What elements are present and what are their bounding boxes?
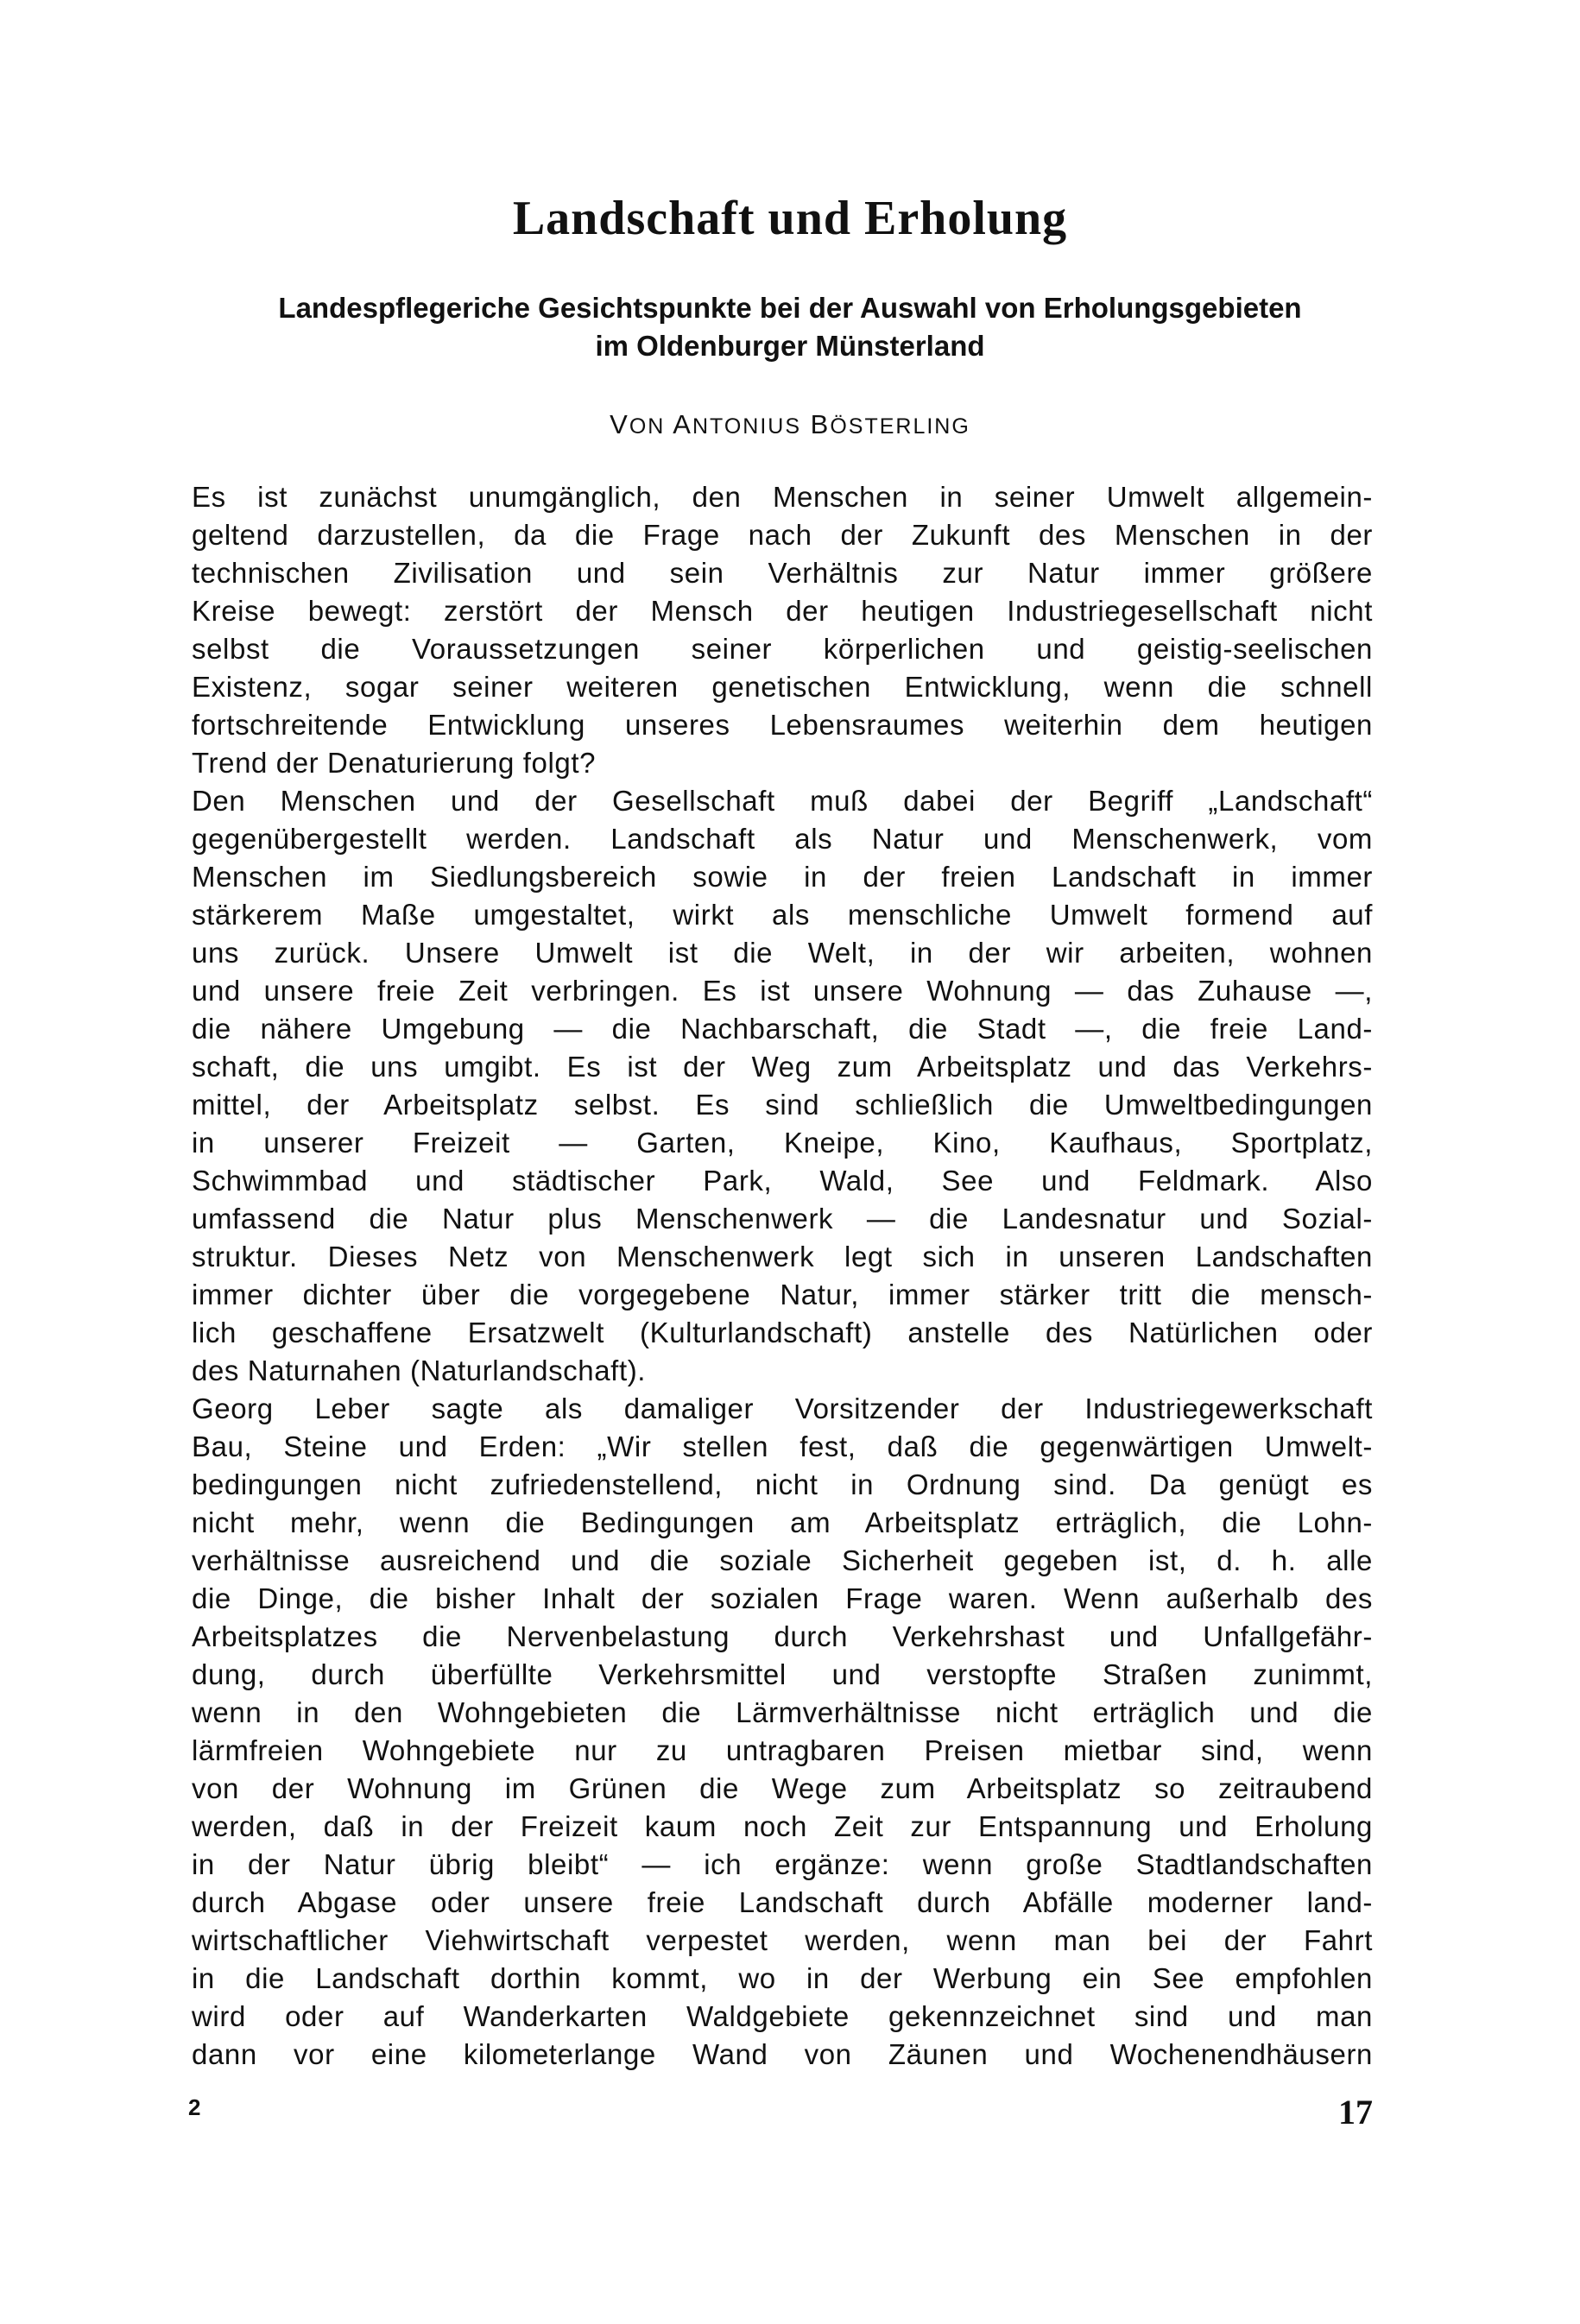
author-von-initial: V [610,409,629,439]
body-line: struktur. Dieses Netz von Menschenwerk legt sich in unseren Landschaften [192,1241,1373,1273]
body-line: stärkerem Maße umgestaltet, wirkt als menschliche Umwelt formend auf [192,899,1373,931]
body-line: lich geschaffene Ersatzwelt (Kulturlandschaft) anstelle des Natürlichen oder [192,1317,1373,1348]
signature-mark: 2 [188,2094,201,2120]
body-line: werden, daß in der Freizeit kaum noch Zeit zur Entspannung und Erholung [192,1810,1373,1842]
article-subtitle [0,289,1580,365]
body-line: geltend darzustellen, da die Frage nach der Zukunft des Menschen in der [192,519,1373,551]
body-line: uns zurück. Unsere Umwelt ist die Welt, in der wir arbeiten, wohnen [192,937,1373,969]
body-line: Arbeitsplatzes die Nervenbelastung durch Verkehrshast und Unfallgefähr- [192,1620,1373,1652]
author-first-initial: A [673,409,692,439]
subtitle-line-1: Landespflegeriche Gesichtspunkte bei der Auswahl von Erholungsgebieten [278,292,1302,324]
body-line: Es ist zunächst unumgänglich, den Menschen in seiner Umwelt allgemein- [192,481,1373,513]
body-line: Schwimmbad und städtischer Park, Wald, See und Feldmark. Also [192,1165,1373,1197]
body-line: und unsere freie Zeit verbringen. Es ist unsere Wohnung — das Zuhause —, [192,975,1373,1007]
body-line: nicht mehr, wenn die Bedingungen am Arbeitsplatz erträglich, die Lohn- [192,1506,1373,1538]
body-line: bedingungen nicht zufriedenstellend, nicht in Ordnung sind. Da genügt es [192,1468,1373,1500]
body-line: in unserer Freizeit — Garten, Kneipe, Kino, Kaufhaus, Sportplatz, [192,1127,1373,1159]
author-byline [0,406,1580,445]
body-line: in der Natur übrig bleibt“ — ich ergänze: wenn große Stadtlandschaften [192,1848,1373,1880]
author-last-rest: ÖSTERLING [830,414,970,439]
body-line: dung, durch überfüllte Verkehrsmittel und verstopfte Straßen zunimmt, [192,1658,1373,1690]
body-line: wenn in den Wohngebieten die Lärmverhältnisse nicht erträglich und die [192,1696,1373,1728]
body-line: lärmfreien Wohngebiete nur zu untragbaren Preisen mietbar sind, wenn [192,1734,1373,1766]
body-line: Bau, Steine und Erden: „Wir stellen fest, daß die gegenwärtigen Umwelt- [192,1430,1373,1462]
article-body [192,478,1373,2074]
body-line: immer dichter über die vorgegebene Natur, immer stärker tritt die mensch- [192,1279,1373,1310]
body-line: in die Landschaft dorthin kommt, wo in der Werbung ein See empfohlen [192,1962,1373,1994]
article-title: Landschaft und Erholung [512,192,1068,245]
body-line: Georg Leber sagte als damaliger Vorsitzender der Industriegewerkschaft [192,1393,1373,1424]
body-line: Menschen im Siedlungsbereich sowie in der freien Landschaft in immer [192,861,1373,893]
body-line: umfassend die Natur plus Menschenwerk — die Landesnatur und Sozial- [192,1203,1373,1235]
body-line: gegenübergestellt werden. Landschaft als Natur und Menschenwerk, vom [192,823,1373,855]
author-last-initial: B [810,409,831,439]
body-line: die Dinge, die bisher Inhalt der sozialen Frage waren. Wenn außerhalb des [192,1582,1373,1614]
body-line: wirtschaftlicher Viehwirtschaft verpestet werden, wenn man bei der Fahrt [192,1924,1373,1956]
body-line: Kreise bewegt: zerstört der Mensch der heutigen Industriegesellschaft nicht [192,595,1373,627]
body-line: dann vor eine kilometerlange Wand von Zäunen und Wochenendhäusern [192,2038,1373,2070]
page-number: 17 [1338,2093,1373,2131]
subtitle-line-2: im Oldenburger Münsterland [595,330,985,362]
body-line: selbst die Voraussetzungen seiner körperlichen und geistig-seelischen [192,633,1373,665]
body-line: schaft, die uns umgibt. Es ist der Weg zum Arbeitsplatz und das Verkehrs- [192,1051,1373,1083]
body-line: wird oder auf Wanderkarten Waldgebiete gekennzeichnet sind und man [192,2000,1373,2032]
body-line: mittel, der Arbeitsplatz selbst. Es sind schließlich die Umweltbedingungen [192,1089,1373,1121]
author-von-rest: ON [629,414,666,439]
body-line: fortschreitende Entwicklung unseres Lebensraumes weiterhin dem heutigen [192,709,1373,741]
body-line: die nähere Umgebung — die Nachbarschaft, die Stadt —, die freie Land- [192,1013,1373,1045]
author-first-rest: NTONIUS [692,414,802,439]
body-line: des Naturnahen (Naturlandschaft). [192,1355,647,1386]
body-line: durch Abgase oder unsere freie Landschaft durch Abfälle moderner land- [192,1886,1373,1918]
body-line: technischen Zivilisation und sein Verhältnis zur Natur immer größere [192,557,1373,589]
body-line: Den Menschen und der Gesellschaft muß dabei der Begriff „Landschaft“ [192,785,1373,817]
body-line: von der Wohnung im Grünen die Wege zum Arbeitsplatz so zeitraubend [192,1772,1373,1804]
body-line: verhältnisse ausreichend und die soziale Sicherheit gegeben ist, d. h. alle [192,1544,1373,1576]
body-line: Existenz, sogar seiner weiteren genetischen Entwicklung, wenn die schnell [192,671,1373,703]
body-line: Trend der Denaturierung folgt? [192,747,597,779]
